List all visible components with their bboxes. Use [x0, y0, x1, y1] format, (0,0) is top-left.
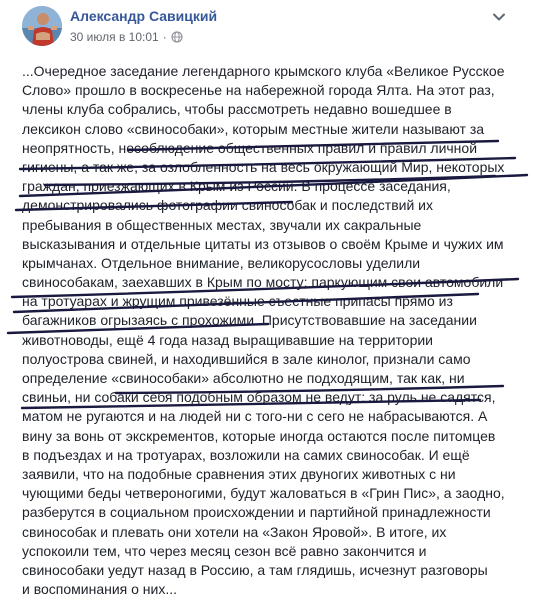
- post-text-line: высказывания и отдельные цитаты из отзывов о своём Крыме и чужих им: [22, 235, 504, 252]
- post-text-line: определение «свинособаки» абсолютно не подходящим, так как, ни: [22, 370, 465, 386]
- post-text-line: свинособакам, заехавших в Крым по мосту; паркующим свои автомобили: [22, 274, 504, 291]
- post-text-line: заявили, что на подобные сравнения этих двуногих животных с ни: [22, 465, 456, 482]
- post-text-line: свинособаки уедут назад в Россию, а там глядишь, исчезнут разговоры: [22, 561, 488, 578]
- author-name-link[interactable]: Александр Савицкий: [70, 8, 218, 24]
- post-text-line: гигиены, а так же, за озлобленность на весь окружающий Мир, некоторых: [22, 158, 505, 175]
- post-text-line: животноводы, ещё 4 года назад выращивавшие на территории: [22, 331, 433, 348]
- globe-icon[interactable]: [171, 31, 183, 43]
- user-avatar[interactable]: [22, 6, 62, 46]
- post-text-line: пребывания в общественных местах, звучали их сакральные: [22, 216, 422, 233]
- chevron-down-icon[interactable]: [492, 10, 506, 24]
- post-text-line: багажников огрызаясь с прохожими. Присутствовавшие на заседании: [22, 312, 477, 329]
- user-avatar-photo: [22, 6, 62, 46]
- post-text-line: матом не ругаются и на людей ни с того-ни с сего не набрасываются. А: [22, 408, 488, 425]
- post-text-line: члены клуба собрались, чтобы рассмотреть недавно вошедшее в: [22, 101, 452, 118]
- post-text-line: и воспоминания о них...: [22, 581, 178, 598]
- post-text-line: свинособак и плевать они хотели на «Закон Яровой». В итоге, их: [22, 523, 447, 540]
- post-text-line: полуострова свиней, и находившийся в зале кинолог, признали само: [22, 350, 471, 367]
- post-text-line: демонстрировались фотографии свинособак и последствий их: [22, 197, 434, 214]
- post-text-line: успокоили тем, что через месяц сезон всё равно закончится и: [22, 542, 427, 559]
- post-text-line: лексикон слово «свинособаки», которым местные жители называют за: [22, 120, 485, 137]
- post-text-line: на тротуарах и жрущим привезённые съестные припасы прямо из: [22, 293, 453, 310]
- post-text-line: свиньи, ни собаки себя подобным образом не ведут: за руль не садятся,: [22, 389, 496, 406]
- post-meta: [70, 30, 183, 44]
- post-text-line: крымчанах. Отдельное внимание, великорусословы уделили: [22, 254, 421, 271]
- post-text-line: неопрятность, несоблюдение общественных правил и правил личной: [22, 139, 478, 156]
- post-text-line: чующими беды четвероногими, будут жаловаться в «Грин Пис», а заодно,: [22, 485, 505, 502]
- meta-separator: ·: [162, 30, 167, 44]
- post-text-line: Слово» прошло в воскресенье на набережной города Ялта. На этот раз,: [22, 82, 495, 99]
- post-text-line: в подъездах и на тротуарах, возложили на самих свинособак. И ещё: [22, 446, 470, 463]
- post-text-line: ...Очередное заседание легендарного крымского клуба «Великое Русское: [22, 63, 505, 79]
- post-date-link[interactable]: 30 июля в 10:01: [70, 30, 159, 44]
- post-text-line: разберутся в социальном происхождении и партийной принадлежности: [22, 504, 491, 521]
- post-text-line: граждан, приезжающих в Крым из России. В процессе заседания,: [22, 178, 451, 195]
- post-header: [22, 6, 522, 58]
- post-body: [22, 62, 522, 599]
- post-text-line: вину за вонь от экскрементов, которые иногда остаются после питомцев: [22, 427, 496, 444]
